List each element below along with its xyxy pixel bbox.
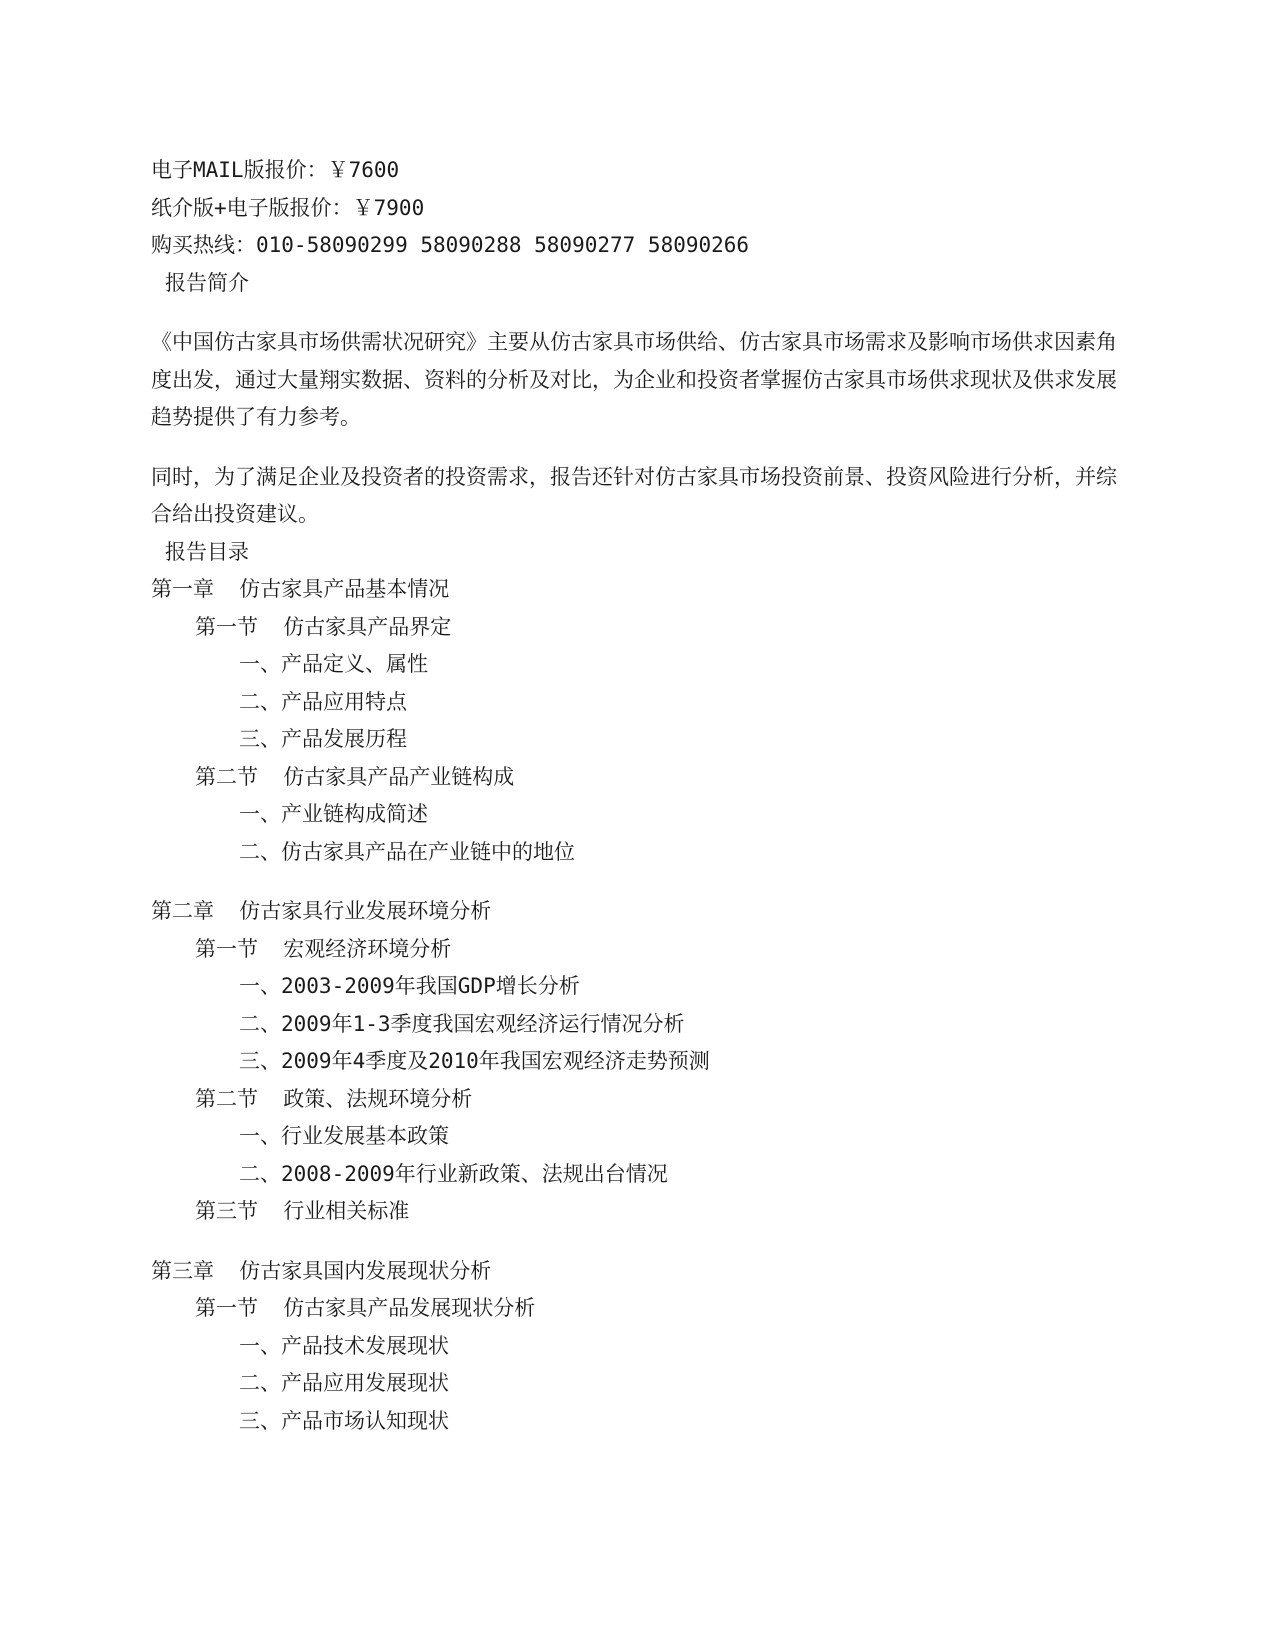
toc-item: 二、仿古家具产品在产业链中的地位 (239, 839, 575, 864)
toc-item: 二、2008-2009年行业新政策、法规出台情况 (239, 1161, 668, 1186)
toc-item: 二、产品应用发展现状 (239, 1371, 449, 1395)
section-title: 第一节 仿古家具产品发展现状分析 (195, 1296, 536, 1320)
email-price: 电子MAIL版报价：￥7600 (151, 158, 400, 182)
toc-item: 三、2009年4季度及2010年我国宏观经济走势预测 (239, 1049, 710, 1073)
section-title: 第三节 行业相关标准 (195, 1199, 410, 1223)
chapter-title: 第一章 仿古家具产品基本情况 (151, 577, 450, 601)
toc-item: 一、产品技术发展现状 (239, 1333, 449, 1358)
toc-heading: 报告目录 (165, 539, 249, 564)
section-title: 第二节 仿古家具产品产业链构成 (195, 764, 515, 789)
intro-paragraph-2: 同时，为了满足企业及投资者的投资需求，报告还针对仿古家具市场投资前景、投资风险进行分析，并综合给出投资建议。 (151, 464, 1117, 526)
toc-item: 二、产品应用特点 (239, 689, 407, 714)
toc-item: 三、产品市场认知现状 (239, 1408, 449, 1433)
toc-item: 三、产品发展历程 (239, 727, 407, 751)
print-price: 纸介版+电子版报价：￥7900 (151, 195, 425, 220)
toc-item: 一、产业链构成简述 (239, 802, 428, 826)
hotline: 购买热线：010-58090299 58090288 58090277 58090266 (151, 233, 750, 257)
section-title: 第二节 政策、法规环境分析 (195, 1086, 473, 1111)
toc-item: 一、产品定义、属性 (239, 652, 428, 676)
section-title: 第一节 宏观经济环境分析 (195, 936, 452, 961)
section-title: 第一节 仿古家具产品界定 (195, 614, 452, 639)
toc-item: 二、2009年1-3季度我国宏观经济运行情况分析 (239, 1011, 685, 1036)
document-page (151, 152, 1131, 1440)
chapter-title: 第三章 仿古家具国内发展现状分析 (151, 1258, 492, 1283)
toc-item: 一、2003-2009年我国GDP增长分析 (239, 974, 580, 998)
toc-item: 一、行业发展基本政策 (239, 1124, 449, 1148)
intro-heading: 报告简介 (165, 270, 249, 295)
intro-paragraph-1: 《中国仿古家具市场供需状况研究》主要从仿古家具市场供给、仿古家具市场需求及影响市场供求因素角度出发，通过大量翔实数据、资料的分析及对比，为企业和投资者掌握仿古家具市场供求现状及供求发展趋势提供了有力参考。 (151, 330, 1117, 429)
chapter-title: 第二章 仿古家具行业发展环境分析 (151, 899, 492, 923)
